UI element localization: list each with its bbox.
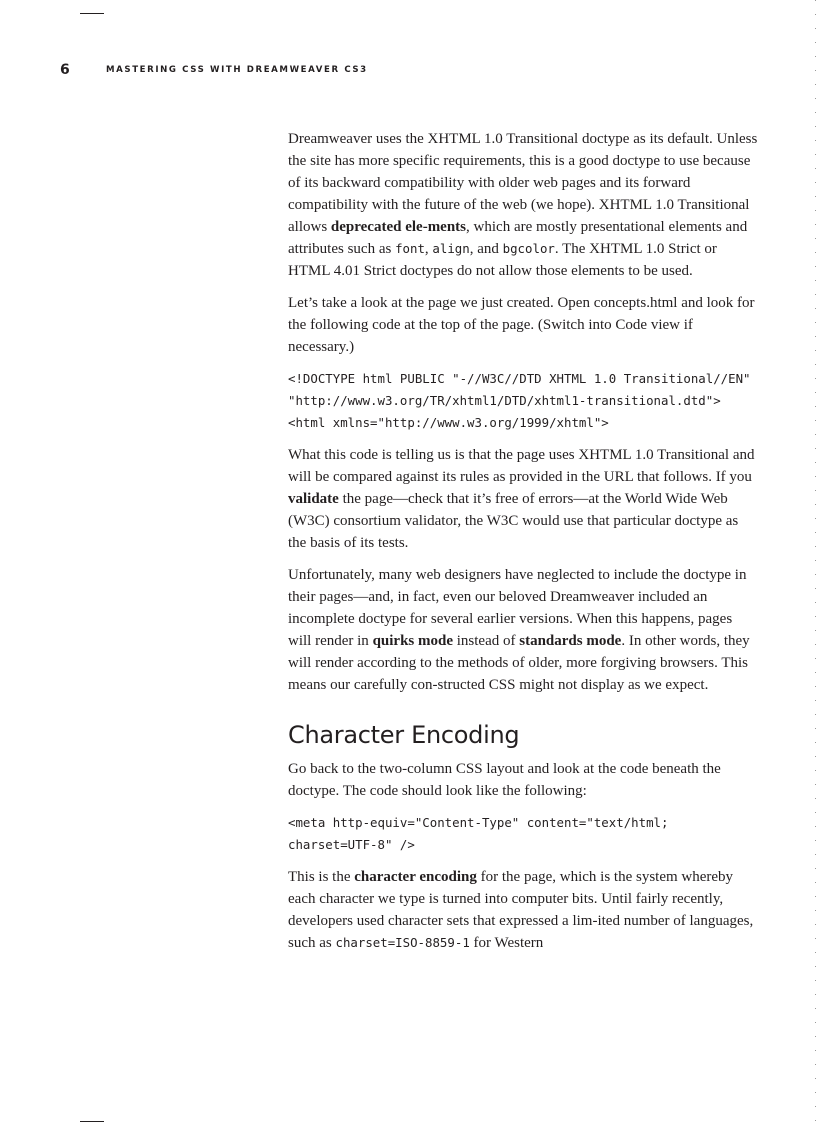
inline-code-bgcolor: bgcolor xyxy=(502,241,555,256)
text-run: Dreamweaver uses the XHTML 1.0 Transitional doctype as its default. Unless the site has more specific requirements, this is a good doctype to use because of its backward compatibility with older web pages and its forward compatibility with the future of the web (we hope). XHTML 1.0 Transitional allows xyxy=(288,131,758,235)
text-run: the page—check that it’s free of errors—at the World Wide Web (W3C) consortium validator, the W3C would use that particular doctype as the basis of its tests. xyxy=(288,491,739,551)
running-title: MASTERING CSS WITH DREAMWEAVER CS3 xyxy=(106,65,368,75)
crop-mark-bottom xyxy=(80,1121,104,1122)
term-character-encoding: character encoding xyxy=(354,869,477,885)
paragraph-character-encoding xyxy=(288,866,758,954)
text-run: for Western xyxy=(469,935,544,951)
section-heading: Character Encoding xyxy=(288,721,520,749)
text-run: instead of xyxy=(453,633,520,649)
text-run: This is the xyxy=(288,869,355,885)
code-line: charset=UTF-8" /> xyxy=(288,837,415,852)
text-run: . In other words, they will render according to the methods of older, more forgiving browsers. This means our carefully con-structed CSS might not display as we expect. xyxy=(288,633,750,693)
code-line: <!DOCTYPE html PUBLIC "-//W3C//DTD XHTML 1.0 Transitional//EN" xyxy=(288,371,751,386)
text-run: , and xyxy=(469,241,503,257)
term-quirks-mode: quirks mode xyxy=(372,633,453,649)
text-run: for the page, which is the system whereby each character we type is turned into computer bits. Until fairly recently, developers used character sets that expressed a lim-ited number of languages, such as xyxy=(288,869,754,951)
code-block-meta xyxy=(288,812,758,856)
inline-code-font: font xyxy=(395,241,425,256)
running-header xyxy=(60,60,368,80)
paragraph-doctype-intro xyxy=(288,128,758,282)
code-line: <html xmlns="http://www.w3.org/1999/xhtml"> xyxy=(288,415,609,430)
code-line: <meta http-equiv="Content-Type" content="text/html; xyxy=(288,815,669,830)
inline-code-charset: charset=ISO-8859-1 xyxy=(335,935,470,950)
paragraph-open-concepts: Let’s take a look at the page we just created. Open concepts.html and look for the following code at the top of the page. (Switch into Code view if necessary.) xyxy=(288,295,755,355)
inline-code-align: align xyxy=(432,241,470,256)
code-line: "http://www.w3.org/TR/xhtml1/DTD/xhtml1-transitional.dtd"> xyxy=(288,393,721,408)
text-run: Unfortunately, many web designers have neglected to include the doctype in their pages—and, in fact, even our beloved Dreamweaver included an incomplete doctype for several earlier versions. When this happens, pages will render in xyxy=(288,567,747,649)
term-validate: validate xyxy=(288,491,339,507)
text-run: What this code is telling us is that the page uses XHTML 1.0 Transitional and will be compared against its rules as provided in the URL that follows. If you xyxy=(288,447,755,485)
term-deprecated-elements: deprecated ele-ments xyxy=(330,219,467,235)
text-run: . The XHTML 1.0 Strict or HTML 4.01 Strict doctypes do not allow those elements to be used. xyxy=(288,241,717,279)
crop-mark-top xyxy=(80,13,104,14)
page-number: 6 xyxy=(60,62,70,78)
code-block-doctype xyxy=(288,368,758,434)
text-run: , which are mostly presentational elements and attributes such as xyxy=(288,219,748,257)
main-content xyxy=(288,128,758,964)
paragraph-two-column-layout: Go back to the two-column CSS layout and look at the code beneath the doctype. The code should look like the following: xyxy=(288,761,721,799)
text-run: , xyxy=(424,241,433,257)
term-standards-mode: standards mode xyxy=(519,633,622,649)
paragraph-quirks-mode xyxy=(288,564,758,696)
paragraph-validate xyxy=(288,444,758,554)
